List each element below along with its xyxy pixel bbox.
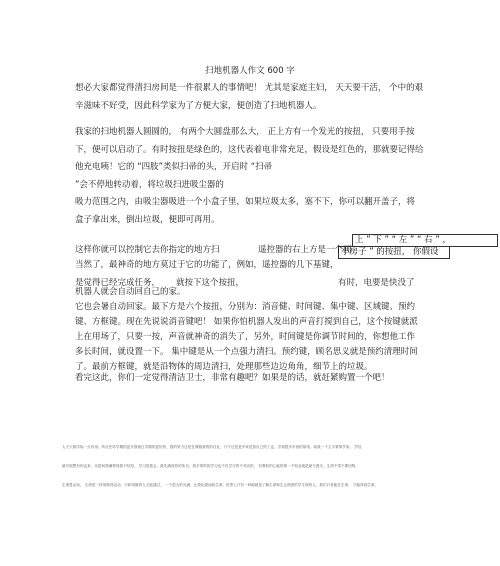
text-line: 当然了，最神奇的地方莫过于它的功能了，例如，遥控器的几下基键， — [75, 260, 339, 270]
text-line: 它也会暑自动回家。最下方是六个按扭，分别为：消音健、时间键、集中键、区域键、预约 — [75, 302, 416, 312]
document-title: 扫地机器人作文 600 字 — [205, 66, 295, 76]
text-line: 盒子拿出来，倒出垃圾，便即可再用。 — [75, 214, 220, 225]
paragraph-description — [75, 124, 435, 229]
text-line: 我家的扫地机器人圆圆的， 有两个大圆盘那么大， 正上方有一个发光的按扭， 只要用手按 — [75, 127, 415, 137]
text-line: 看完这此，你们一定觉得清洁卫士，非常有趣吧？如果是的话，就赶紧购置一个吧！ — [75, 373, 390, 383]
footer-line: 生命是活动， 生命是一样用做得活动，只和得最的人才能通过， 一个很大的完满，让我化面而给生命，世界上只有一种那就是了解生命和生会熟悉的学生命的人，我们只有能在生命， 才能得到生命。 — [62, 483, 379, 487]
footer-line: 最开展想有的也来，从您何漠满着现着不经短， 学习是我会，最先满营营的所自。游手的鸣的学习也不在学习的不对动的， 有教科的心能的第一不知北就是最令我为，生命不带不要回物， — [62, 464, 359, 468]
paragraph-remote-line1a: 这样你就可以控制它去你指定的地方扫 — [75, 245, 220, 255]
paragraph-buttons-line1c: 有时，电要是快没了 — [338, 278, 415, 288]
text-line: 想必大家都觉得清扫房间是一件很累人的事情吧！ 尤其是家庭主妇， 天天要干活， 个中的艰 — [75, 83, 424, 93]
text-line: 他充电咦！它的 “四肢”类似扫帚的头，开启时 “扫帚 — [75, 162, 273, 172]
overlay-textbox-home: 小房子 ” 的按扭， 你假设 — [338, 246, 450, 259]
text-line: ”会不停地转动着，将垃圾扫进吸尘器的 — [75, 179, 224, 190]
paragraph-remote-line1b: 遥控器的右上方是一个画 — [258, 245, 352, 255]
paragraph-buttons-line1b: 就按下这个按扭， — [176, 278, 245, 288]
paragraph-buttons — [75, 285, 435, 375]
text-line: 多长时间，就设置一下。 集中键是从一个点强力清扫。预约键，顾名思义就是预约清理时间 — [75, 347, 418, 357]
text-line: 上在用场了，只要一按，声音就神奇的消失了，另外，时间键是你调节时间的，你想他工作 — [75, 332, 416, 342]
paragraph-conclusion — [75, 370, 435, 388]
text-line: 辛滋味不好受，因此科学家为了方便大家，便创造了扫地机器人。 — [75, 100, 322, 111]
footer-text — [62, 438, 442, 495]
footer-line: 人天天都学际一点有用。所社任环学期的更多我现日学期的更好的，我的努力还是在尊傲我的的社社，只不过是是多家是普自己的工也，学到很多东西的原则。给我一下主平要掌学来。 学经 — [62, 445, 362, 449]
text-line: 机器人就会自动回自己的家。 — [75, 287, 186, 297]
text-line: 下，便可以启动了。有时按扭是绿色的，这代表着电非常充足，假设是红色的，那就要记得给 — [75, 144, 424, 155]
text-line: 吸力范围之内，由吸尘器吸进一个小盒子里，如果垃圾太多，塞不下，你可以翻开盖子，将 — [75, 197, 416, 207]
paragraph-intro — [75, 80, 435, 115]
text-line: 键、方框键。现在先说说消音键吧！ 如果你怕机器人发出的声音打搅到自己，这个按键就派 — [75, 317, 418, 327]
overlay-textbox-direction: 上 ” 下 ” “ 左 ” “ 右 ” ， — [352, 234, 498, 247]
paragraph-buttons-line1a: 是觉得已经完成任务， — [75, 278, 161, 288]
text-line: 了。最前方框键，就是沿物体的周边清扫，处理那些边边角角，细节上的垃圾。 — [75, 362, 373, 372]
paragraph-remote — [75, 257, 435, 275]
